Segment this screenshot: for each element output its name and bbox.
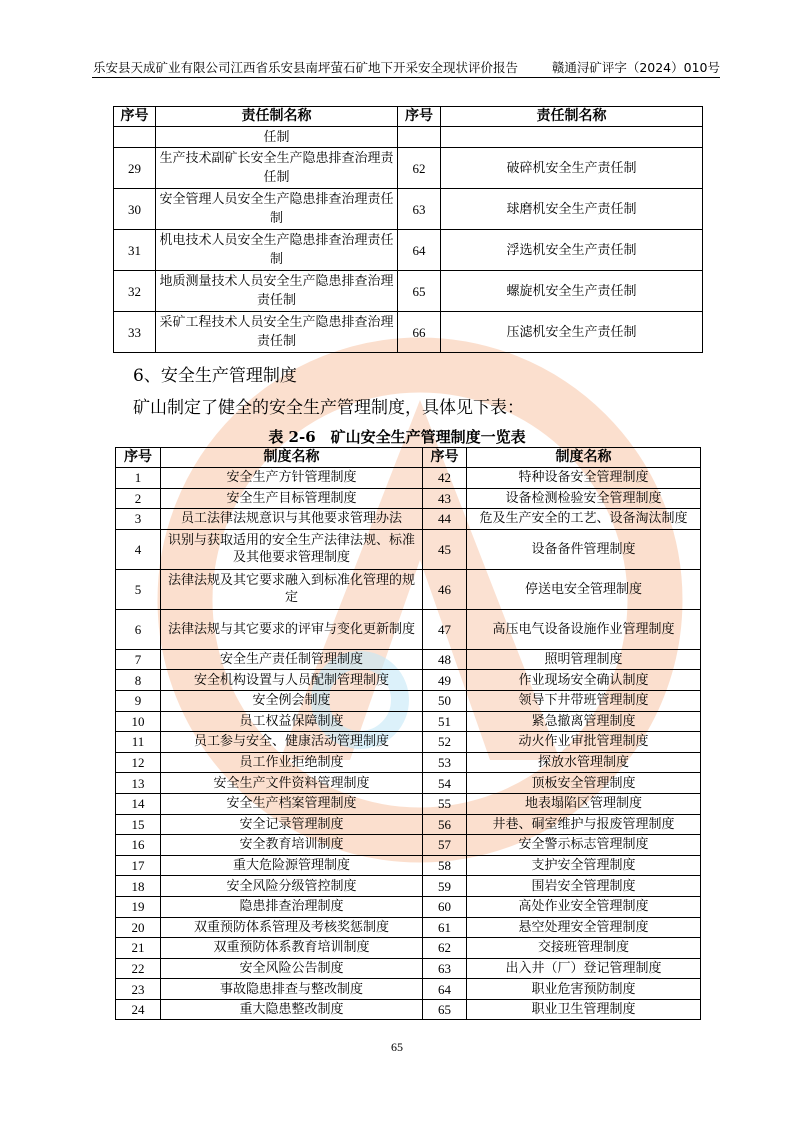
header-title: 乐安县天成矿业有限公司江西省乐安县南坪萤石矿地下开采安全现状评价报告 [93,60,519,75]
name-cell: 球磨机安全生产责任制 [441,189,703,230]
table-row [116,609,701,649]
name-cell: 安全风险分级管控制度 [161,876,423,897]
name-cell: 作业现场安全确认制度 [467,670,701,691]
table-row [116,999,701,1020]
name-cell: 事故隐患排查与整改制度 [161,979,423,1000]
table-header-row [114,107,703,127]
name-cell: 重大危险源管理制度 [161,855,423,876]
name-cell: 安全生产责任制管理制度 [161,649,423,670]
row-number-cell: 31 [114,230,156,271]
row-number-cell: 55 [423,793,467,814]
name-cell: 安全机构设置与人员配制管理制度 [161,670,423,691]
name-cell: 交接班管理制度 [467,938,701,959]
row-number-cell: 50 [423,690,467,711]
table-row [116,752,701,773]
row-number-cell: 17 [116,855,161,876]
row-number-cell: 66 [398,312,441,353]
name-cell: 动火作业审批管理制度 [467,732,701,753]
row-number-cell: 21 [116,938,161,959]
row-number-cell: 44 [423,509,467,530]
table-row [116,509,701,530]
name-cell: 特种设备安全管理制度 [467,468,701,489]
table-row [114,189,703,230]
row-number-cell: 43 [423,488,467,509]
header-cell: 序号 [423,448,467,468]
row-number-cell: 13 [116,773,161,794]
name-cell: 危及生产安全的工艺、设备淘汰制度 [467,509,701,530]
name-cell: 安全风险公告制度 [161,958,423,979]
header-doc-number: 赣通浔矿评字（2024）010号 [551,60,720,75]
row-number-cell: 48 [423,649,467,670]
name-cell: 重大隐患整改制度 [161,999,423,1020]
name-cell: 双重预防体系管理及考核奖惩制度 [161,917,423,938]
table-row [116,773,701,794]
table-row [116,917,701,938]
name-cell: 安全生产目标管理制度 [161,488,423,509]
table-row [116,835,701,856]
table-row [116,876,701,897]
row-number-cell: 57 [423,835,467,856]
table-row [116,488,701,509]
header-cell: 责任制名称 [441,107,703,127]
table-row [116,896,701,917]
name-cell: 悬空处理安全管理制度 [467,917,701,938]
table-row [116,690,701,711]
row-number-cell: 33 [114,312,156,353]
table-caption: 表 2-6 矿山安全生产管理制度一览表 [268,428,526,446]
table-row [114,271,703,312]
row-number-cell: 11 [116,732,161,753]
table-row [116,468,701,489]
table-row [116,979,701,1000]
row-number-cell: 65 [398,271,441,312]
name-cell: 照明管理制度 [467,649,701,670]
header-cell: 序号 [116,448,161,468]
name-cell: 员工参与安全、健康活动管理制度 [161,732,423,753]
name-cell: 安全例会制度 [161,690,423,711]
name-cell: 围岩安全管理制度 [467,876,701,897]
name-cell: 员工作业拒绝制度 [161,752,423,773]
name-cell: 紧急撤离管理制度 [467,711,701,732]
name-cell: 螺旋机安全生产责任制 [441,271,703,312]
row-number-cell: 53 [423,752,467,773]
row-number-cell: 22 [116,958,161,979]
name-cell: 安全生产文件资料管理制度 [161,773,423,794]
name-cell: 安全警示标志管理制度 [467,835,701,856]
row-number-cell: 64 [398,230,441,271]
row-number-cell: 19 [116,896,161,917]
section-heading: 6、安全生产管理制度 [133,366,297,386]
row-number-cell: 8 [116,670,161,691]
table-row [116,938,701,959]
header-cell: 制度名称 [161,448,423,468]
name-cell: 探放水管理制度 [467,752,701,773]
name-cell: 领导下井带班管理制度 [467,690,701,711]
row-number-cell: 61 [423,917,467,938]
row-number-cell: 3 [116,509,161,530]
name-cell: 隐患排查治理制度 [161,896,423,917]
row-number-cell: 59 [423,876,467,897]
name-cell: 安全教育培训制度 [161,835,423,856]
name-cell: 双重预防体系教育培训制度 [161,938,423,959]
name-cell: 员工法律法规意识与其他要求管理办法 [161,509,423,530]
row-number-cell: 4 [116,529,161,569]
name-cell: 高压电气设备设施作业管理制度 [467,609,701,649]
name-cell: 压滤机安全生产责任制 [441,312,703,353]
row-number-cell: 7 [116,649,161,670]
row-number-cell: 9 [116,690,161,711]
name-cell: 破碎机安全生产责任制 [441,148,703,189]
name-cell: 法律法规与其它要求的评审与变化更新制度 [161,609,423,649]
management-system-table [115,447,701,1020]
row-number-cell: 30 [114,189,156,230]
row-number-cell: 10 [116,711,161,732]
cell: 任制 [156,127,398,148]
row-number-cell: 62 [423,938,467,959]
name-cell: 地表塌陷区管理制度 [467,793,701,814]
row-number-cell: 64 [423,979,467,1000]
row-number-cell: 24 [116,999,161,1020]
table-header-row [116,448,701,468]
name-cell: 安全管理人员安全生产隐患排查治理责任制 [156,189,398,230]
table-row [116,649,701,670]
name-cell: 出入井（厂）登记管理制度 [467,958,701,979]
row-number-cell: 5 [116,569,161,609]
row-number-cell: 20 [116,917,161,938]
name-cell: 停送电安全管理制度 [467,569,701,609]
row-number-cell: 51 [423,711,467,732]
table-row [116,569,701,609]
row-number-cell: 15 [116,814,161,835]
row-number-cell: 6 [116,609,161,649]
header-cell: 序号 [114,107,156,127]
row-number-cell: 58 [423,855,467,876]
page-number: 65 [391,1040,403,1054]
row-number-cell: 60 [423,896,467,917]
row-number-cell: 12 [116,752,161,773]
table-row [116,855,701,876]
name-cell: 安全生产方针管理制度 [161,468,423,489]
name-cell: 采矿工程技术人员安全生产隐患排查治理责任制 [156,312,398,353]
name-cell: 浮选机安全生产责任制 [441,230,703,271]
row-number-cell: 23 [116,979,161,1000]
name-cell: 高处作业安全管理制度 [467,896,701,917]
table-row [114,230,703,271]
table-row [114,312,703,353]
table-row [114,148,703,189]
table-row [116,529,701,569]
row-number-cell: 16 [116,835,161,856]
name-cell: 设备备件管理制度 [467,529,701,569]
header-cell: 制度名称 [467,448,701,468]
row-number-cell: 29 [114,148,156,189]
name-cell: 法律法规及其它要求融入到标准化管理的规定 [161,569,423,609]
row-number-cell: 54 [423,773,467,794]
row-number-cell: 52 [423,732,467,753]
table-row [114,127,703,148]
table-row [116,814,701,835]
table-row [116,793,701,814]
header-cell: 责任制名称 [156,107,398,127]
name-cell: 设备检测检验安全管理制度 [467,488,701,509]
name-cell: 地质测量技术人员安全生产隐患排查治理责任制 [156,271,398,312]
header-cell: 序号 [398,107,441,127]
name-cell: 安全生产档案管理制度 [161,793,423,814]
table-row [116,711,701,732]
name-cell: 职业危害预防制度 [467,979,701,1000]
name-cell: 井巷、硐室维护与报废管理制度 [467,814,701,835]
row-number-cell: 45 [423,529,467,569]
row-number-cell: 47 [423,609,467,649]
name-cell: 员工权益保障制度 [161,711,423,732]
row-number-cell: 14 [116,793,161,814]
name-cell: 识别与获取适用的安全生产法律法规、标准及其他要求管理制度 [161,529,423,569]
row-number-cell: 62 [398,148,441,189]
paragraph: 矿山制定了健全的安全生产管理制度，具体见下表： [133,398,524,418]
name-cell: 生产技术副矿长安全生产隐患排查治理责任制 [156,148,398,189]
row-number-cell: 63 [423,958,467,979]
row-number-cell: 18 [116,876,161,897]
row-number-cell: 32 [114,271,156,312]
row-number-cell: 46 [423,569,467,609]
row-number-cell: 63 [398,189,441,230]
name-cell: 机电技术人员安全生产隐患排查治理责任制 [156,230,398,271]
name-cell: 顶板安全管理制度 [467,773,701,794]
row-number-cell: 56 [423,814,467,835]
name-cell: 职业卫生管理制度 [467,999,701,1020]
table-row [116,670,701,691]
name-cell: 安全记录管理制度 [161,814,423,835]
row-number-cell: 42 [423,468,467,489]
name-cell: 支护安全管理制度 [467,855,701,876]
row-number-cell: 1 [116,468,161,489]
row-number-cell: 49 [423,670,467,691]
table-row [116,732,701,753]
row-number-cell: 65 [423,999,467,1020]
row-number-cell: 2 [116,488,161,509]
responsibility-table [113,106,703,353]
table-row [116,958,701,979]
